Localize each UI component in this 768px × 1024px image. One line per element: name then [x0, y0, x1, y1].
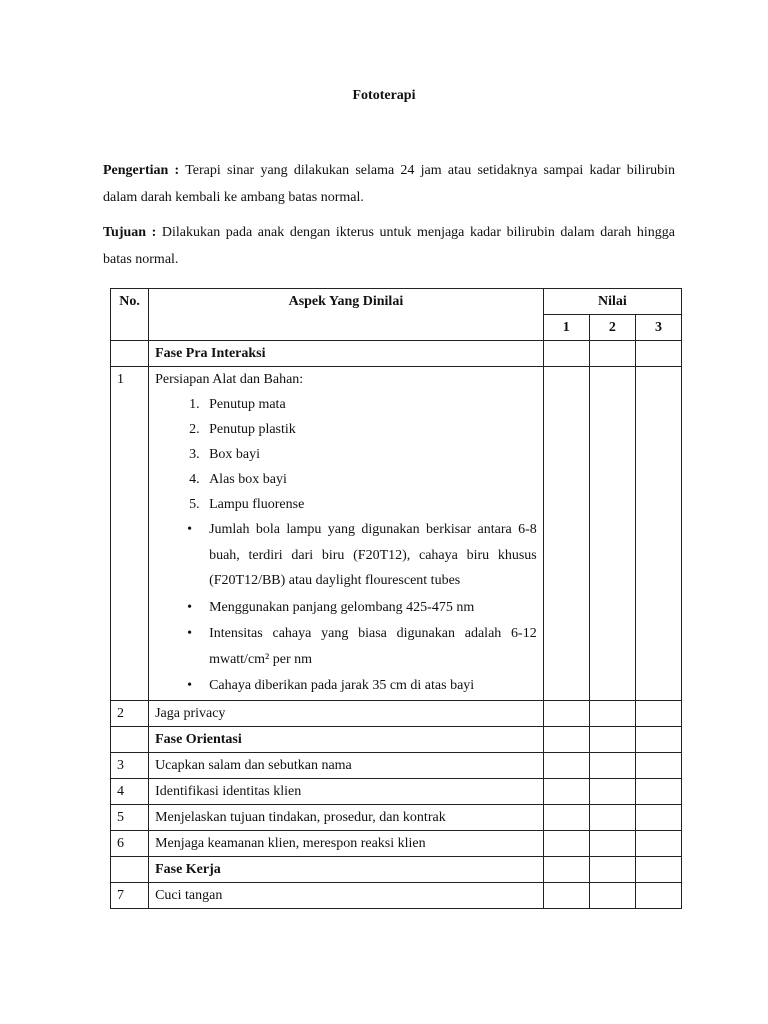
equipment-list [155, 392, 537, 517]
row-no: 5 [111, 804, 149, 830]
lamp-bullet-list [155, 517, 537, 699]
row-aspek [149, 367, 544, 701]
bullet-item: • Menggunakan panjang gelombang 425-475 nm [179, 595, 537, 621]
row-no: 4 [111, 778, 149, 804]
row-aspek: Menjaga keamanan klien, merespon reaksi klien [149, 830, 544, 856]
document-title: Fototerapi [352, 88, 416, 103]
assessment-table [110, 288, 682, 909]
row-no: 3 [111, 752, 149, 778]
row-title: Persiapan Alat dan Bahan: [155, 372, 304, 387]
list-item: 1. Penutup mata [203, 392, 537, 417]
section-fase-orientasi: Fase Orientasi [149, 726, 544, 752]
row-aspek: Ucapkan salam dan sebutkan nama [149, 752, 544, 778]
section-fase-kerja: Fase Kerja [149, 856, 544, 882]
table-row [111, 752, 682, 778]
list-item: 5. Lampu fluorense [203, 492, 537, 517]
row-aspek: Cuci tangan [149, 882, 544, 908]
bullet-item: • Jumlah bola lampu yang digunakan berkisar antara 6-8 buah, terdiri dari biru (F20T12), cahaya biru khusus (F20T12/BB) atau daylight flourescent tubes [179, 517, 537, 594]
bullet-item: • Intensitas cahaya yang biasa digunakan adalah 6-12 mwatt/cm² per nm [179, 621, 537, 672]
section-row [111, 856, 682, 882]
bullet-item: • Cahaya diberikan pada jarak 35 cm di atas bayi [179, 673, 537, 699]
row-aspek: Menjelaskan tujuan tindakan, prosedur, dan kontrak [149, 804, 544, 830]
header-no: No. [111, 289, 149, 341]
table-row [111, 882, 682, 908]
row-no: 1 [111, 367, 149, 701]
table-row [111, 778, 682, 804]
table-row [111, 700, 682, 726]
row-aspek: Identifikasi identitas klien [149, 778, 544, 804]
tujuan-text: Dilakukan pada anak dengan ikterus untuk menjaga kadar bilirubin dalam darah hingga batas normal. [103, 225, 675, 267]
tujuan-label: Tujuan : [103, 225, 157, 240]
nilai-col-1: 1 [543, 315, 589, 341]
pengertian-text: Terapi sinar yang dilakukan selama 24 jam atau setidaknya sampai kadar bilirubin dalam darah kembali ke ambang batas normal. [103, 163, 675, 205]
row-no: 6 [111, 830, 149, 856]
header-aspek: Aspek Yang Dinilai [149, 289, 544, 341]
section-fase-pra: Fase Pra Interaksi [149, 341, 544, 367]
row-aspek: Jaga privacy [149, 700, 544, 726]
table-row [111, 830, 682, 856]
table-row [111, 804, 682, 830]
tujuan-paragraph [103, 219, 675, 273]
section-row [111, 726, 682, 752]
header-nilai: Nilai [543, 289, 681, 315]
row-no: 7 [111, 882, 149, 908]
list-item: 2. Penutup plastik [203, 417, 537, 442]
nilai-col-2: 2 [589, 315, 635, 341]
list-item: 4. Alas box bayi [203, 467, 537, 492]
list-item: 3. Box bayi [203, 442, 537, 467]
pengertian-label: Pengertian : [103, 163, 180, 178]
nilai-col-3: 3 [635, 315, 681, 341]
table-row [111, 367, 682, 701]
section-row [111, 341, 682, 367]
row-no: 2 [111, 700, 149, 726]
pengertian-paragraph [103, 157, 675, 211]
